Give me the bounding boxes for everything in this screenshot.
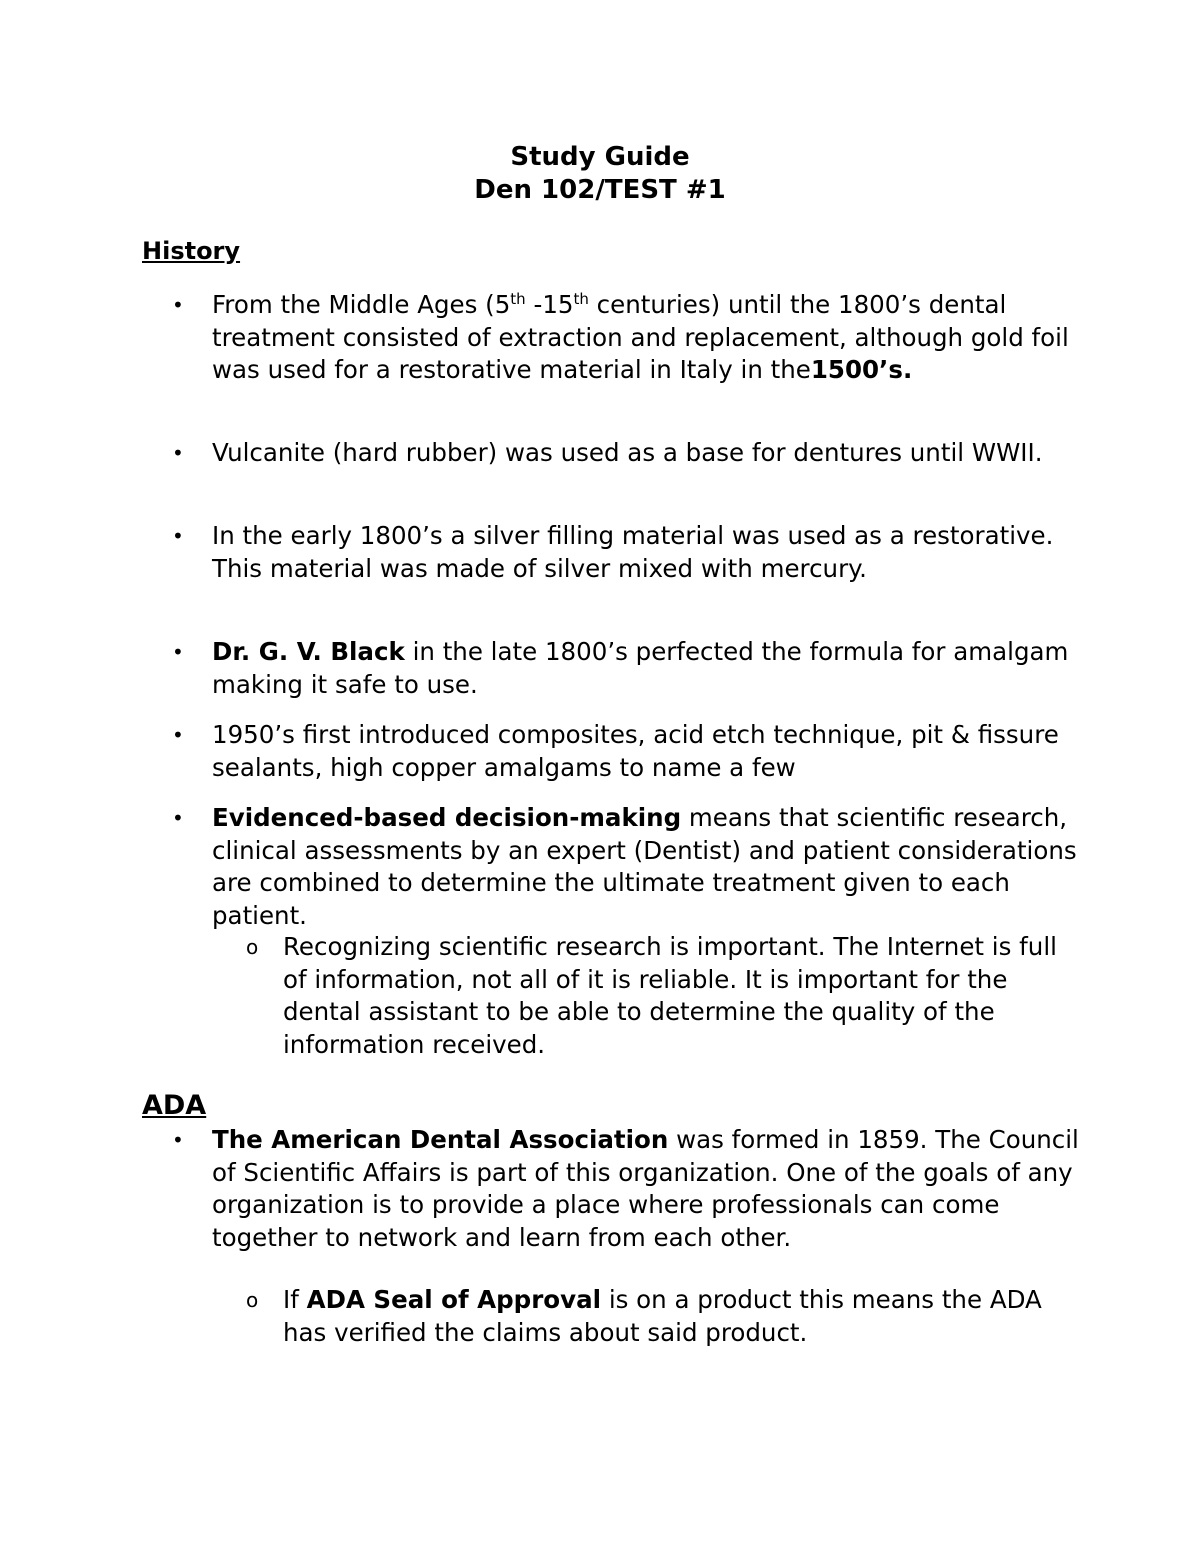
list-item: In the early 1800’s a silver filling material was used as a restorative. This material was made of silver mixed with mercury. bbox=[212, 521, 1054, 583]
bullet-icon: • bbox=[172, 441, 184, 465]
bullet-icon: • bbox=[172, 806, 184, 830]
bullet-icon: • bbox=[172, 640, 184, 664]
document-subtitle: Den 102/TEST #1 bbox=[474, 175, 726, 205]
bullet-icon: • bbox=[172, 524, 184, 548]
list-item: Vulcanite (hard rubber) was used as a base for dentures until WWII. bbox=[212, 438, 1043, 467]
sub-list-item: Recognizing scientific research is important. The Internet is full of information, not all of it is reliable. It is important for the dental assistant to be able to determine the quality of the information received. bbox=[283, 932, 1057, 1059]
section-heading-history: History bbox=[142, 237, 241, 265]
sub-bullet-icon: o bbox=[246, 1288, 259, 1312]
bullet-icon: • bbox=[172, 1128, 184, 1152]
list-item: The American Dental Association was formed in 1859. The Council of Scientific Affairs is part of this organization. One of the goals of any organization is to provide a place where professionals can come together to network and learn from each other. bbox=[212, 1125, 1079, 1252]
list-item: Dr. G. V. Black in the late 1800’s perfected the formula for amalgam making it safe to use. bbox=[212, 637, 1069, 699]
list-item: From the Middle Ages (5th -15th centuries) until the 1800’s dental treatment consisted of extraction and replacement, although gold foil was used for a restorative material in Italy in the1500’s. bbox=[212, 290, 1069, 384]
list-item: Evidenced-based decision-making means that scientific research, clinical assessments by an expert (Dentist) and patient considerations are combined to determine the ultimate treatment given to each patient. bbox=[212, 803, 1077, 930]
bullet-icon: • bbox=[172, 723, 184, 747]
sub-list-item: If ADA Seal of Approval is on a product this means the ADA has verified the claims about said product. bbox=[283, 1285, 1042, 1347]
document-title: Study Guide bbox=[510, 142, 690, 172]
section-heading-ada: ADA bbox=[142, 1090, 207, 1121]
bullet-icon: • bbox=[172, 293, 184, 317]
sub-bullet-icon: o bbox=[246, 935, 259, 959]
list-item: 1950’s first introduced composites, acid etch technique, pit & fissure sealants, high copper amalgams to name a few bbox=[212, 720, 1059, 782]
